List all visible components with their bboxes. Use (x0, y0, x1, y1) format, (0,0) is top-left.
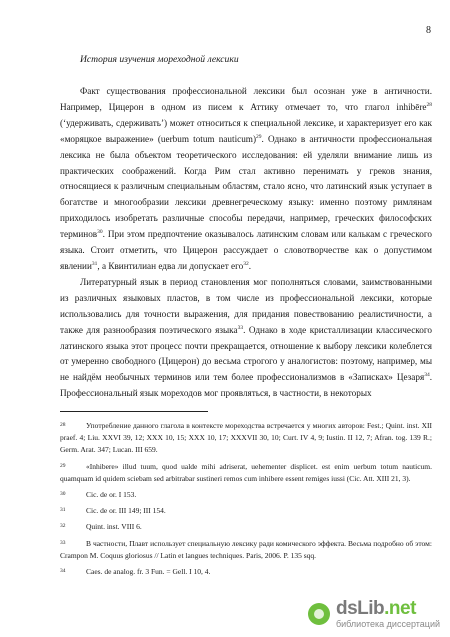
footnote-text: Cic. de or. I 153. (86, 490, 137, 500)
paragraph-text: . При этом предпочтение оказывалось латинским словам или калькам с греческого языка. Стоит отметить, что Цицерон рассуждает о словотворчестве как о допустимом явлении (60, 229, 432, 271)
footnote-ref[interactable]: 29 (256, 133, 262, 140)
paragraph-text: Литературный язык в период становления мог пополняться словами, заимствованными из различных языковых пластов, в том числе из профессиональной лексики, которые использовались для точности выражения, для придания повествованию реалистичности, а также для разнообразия поэтического языка (60, 276, 432, 335)
footnote-number: 33 (60, 539, 66, 546)
footnote-ref[interactable]: 34 (424, 372, 430, 379)
footnote-number: 28 (60, 422, 66, 428)
footnote-number: 34 (60, 568, 66, 575)
footnote-text: В частности, Плавт использует специальную лексику ради комического эффекта. Весьма подробно об этом: Crampon M. Coquus gloriosus // Latin et langues techniques. Paris, 2006. P. 135 sqq. (60, 538, 432, 560)
footnote (60, 566, 432, 578)
watermark-brand-main: dsLib (335, 598, 385, 619)
footnotes (60, 420, 432, 582)
watermark[interactable] (308, 599, 440, 629)
section-heading: История изучения мореходной лексики (80, 54, 239, 65)
footnote (60, 521, 432, 533)
footnote-ref[interactable]: 30 (97, 229, 103, 236)
watermark-brand (336, 599, 440, 618)
paragraph-text: . Однако в ходе кристаллизации классического латинского языка этот процесс почти прекращается, отношение к выбору лексики колеблется от умеренно свободного (Цицерон) до весьма строгого у аналогистов: поэтому, например, мы не найдём необычных терминов или тем более профессионализмов в «Записках» Цезаря (60, 324, 432, 383)
paragraph (60, 84, 432, 275)
footnote (60, 420, 432, 457)
footnote-ref[interactable]: 28 (426, 101, 432, 108)
paragraph (60, 275, 432, 402)
footnote-text: Quint. inst. VIII 6. (86, 522, 142, 532)
paragraph-text: , а Квинтилиан едва ли допускает его (97, 260, 244, 271)
watermark-text (336, 599, 440, 629)
body-text (60, 84, 432, 402)
paragraph-text: (‘удерживать, сдерживать’) может относиться к специальной лексике, и характеризует его как «моряцкое выражение» (uerbum totum nauticum) (60, 117, 432, 144)
paragraph-text: Факт существования профессиональной лексики был осознан уже в античности. Например, Цицерон в одном из писем к Аттику отмечает то, что глагол inhibēre (60, 86, 432, 112)
footnote-number: 29 (60, 462, 66, 469)
footnote-ref[interactable]: 31 (91, 260, 98, 267)
paragraph-text: . Однако в античности профессиональная лексика не была объектом теоретического исследования: ей уделяли внимание лишь из практических соображений. Когда Рим стал активно перенимать у греков знания, относящиеся к различным специальным областям, стало ясно, что латинский язык уступает в богатстве и многообразии лексики древнегреческому языку: именно поэтому римлянам приходилось изобретать различные способы передачи, например, греческих философских терминов (60, 133, 433, 240)
footnote-ref[interactable]: 33 (237, 324, 244, 331)
footnote-text: Употребление данного глагола в контексте мореходства встречается у многих авторов: Fest.; Quint. inst. XII praef. 4; Liu. XXVI 39, 12; XXX 10, 15; XXX 10, 17; XXXVII 30, 10; Curt. IV 4, 9; Iustin. II 12, 7; Afran. tog. 139 R.; Germ. Arat. 347; Lucan. III 659. (60, 421, 432, 455)
footnote-text: Caes. de analog. fr. 3 Fun. = Gell. I 10, 4. (86, 567, 211, 577)
footnote-rule (60, 411, 208, 412)
footnote-number: 31 (60, 507, 66, 514)
footnote-number: 30 (60, 491, 66, 498)
page-number: 8 (426, 25, 431, 36)
paragraph-text: . Профессиональный язык мореходов мог проявляться, в частности, в некоторых (60, 372, 432, 399)
dslib-logo-icon (308, 603, 330, 625)
footnote-text: «Inhibere» illud tuum, quod ualde mihi adriserat, uehementer displicet. est enim uerbum totum nauticum. quamquam id quidem sciebam sed arbitrabar sustineri remos cum inhibere essent remiges iussi (Cic. Att. XIII 21, 3). (60, 461, 432, 483)
footnote-ref[interactable]: 32 (243, 260, 249, 267)
watermark-tagline: библиотека диссертаций (335, 619, 440, 629)
footnote-number: 32 (60, 523, 66, 530)
watermark-brand-tld: .net (384, 598, 416, 619)
paragraph-text: . (248, 260, 252, 271)
footnote (60, 538, 432, 562)
footnote (60, 461, 432, 485)
footnote-text: Cic. de or. III 149; III 154. (86, 506, 166, 516)
footnote (60, 489, 432, 501)
footnote (60, 505, 432, 517)
